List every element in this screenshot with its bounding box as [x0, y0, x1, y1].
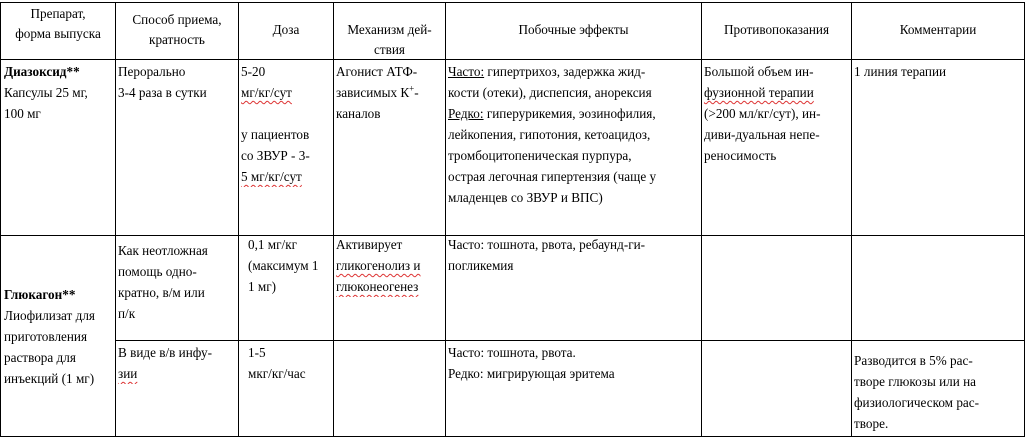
header-mechanism: Механизм дей- ствия [347, 22, 432, 57]
header-divider [0, 59, 1025, 60]
diazoxide-mechanism-cell: Агонист АТФ- зависимых К+- каналов [336, 64, 419, 121]
diazoxide-contraindications-cell: Большой объем ин- фузионной терапии (>200 мл/кг/сут), ин- диви-дуальная непе- реносимость [704, 64, 821, 163]
header-drug: Препарат, форма выпуска [15, 6, 101, 41]
col-rule-5 [701, 2, 702, 437]
glucagon-infusion-comment-cell: Разводится в 5% рас- творе глюкозы или на физиологическом рас- творе. [854, 353, 980, 431]
diazoxide-drug-cell: Диазоксид** Капсулы 25 мг, 100 мг [4, 61, 115, 124]
diazoxide-comment-cell: 1 линия терапии [854, 64, 947, 79]
header-side-effects: Побочные эффекты [518, 22, 629, 37]
col-rule-3 [333, 2, 334, 437]
col-rule-7 [1024, 2, 1025, 437]
diazoxide-method-cell: Перорально 3-4 раза в сутки [118, 64, 207, 100]
row-divider-glucagon [115, 340, 1025, 341]
glucagon-infusion-method-cell: В виде в/в инфу- зии [118, 345, 212, 381]
col-rule-1 [115, 2, 116, 437]
glucagon-infusion-dose-cell: 1-5 мкг/кг/час [248, 345, 306, 381]
header-contraindications: Противопоказания [723, 22, 830, 37]
col-rule-4 [445, 2, 446, 437]
glucagon-urgent-side-effects-cell: Часто: тошнота, рвота, ребаунд-ги- погликемия [448, 237, 646, 273]
drug-name-glucagon: Глюкагон** [4, 287, 76, 302]
col-rule-6 [851, 2, 852, 437]
header-method: Способ приема, кратность [132, 12, 222, 47]
header-dose: Доза [272, 22, 300, 37]
glucagon-mechanism-cell: Активирует гликогенолиз и глюконеогенез [336, 237, 421, 294]
header-comments: Комментарии [899, 22, 977, 37]
table-border-top [0, 2, 1025, 3]
diazoxide-dose-cell: 5-20 мг/кг/сут у пациентов со ЗВУР - 3- 5 мг/кг/сут [241, 64, 310, 184]
glucagon-infusion-side-effects-cell: Часто: тошнота, рвота. Редко: мигрирующая эритема [448, 345, 615, 381]
col-rule-0 [0, 2, 1, 437]
glucagon-drug-cell: Глюкагон** Лиофилизат для приготовления раствора для инъекций (1 мг) [4, 284, 115, 389]
diazoxide-side-effects-cell: Часто: гипертрихоз, задержка жид- кости (отеки), диспепсия, анорексия Редко: гиперурикемия, эозинофилия, лейкопения, гипотония, кетоацидоз, тромбоцитопеническая пурпура, острая легочная гипертензия (чаще у младенцев со ЗВУР и ВПС) [448, 64, 657, 205]
glucagon-urgent-dose-cell: 0,1 мг/кг (максимум 1 1 мг) [248, 237, 319, 294]
drug-name-diazoxide: Диазоксид** [4, 64, 80, 79]
glucagon-urgent-method-cell: Как неотложная помощь одно- кратно, в/м или п/к [118, 243, 208, 321]
col-rule-2 [238, 2, 239, 437]
